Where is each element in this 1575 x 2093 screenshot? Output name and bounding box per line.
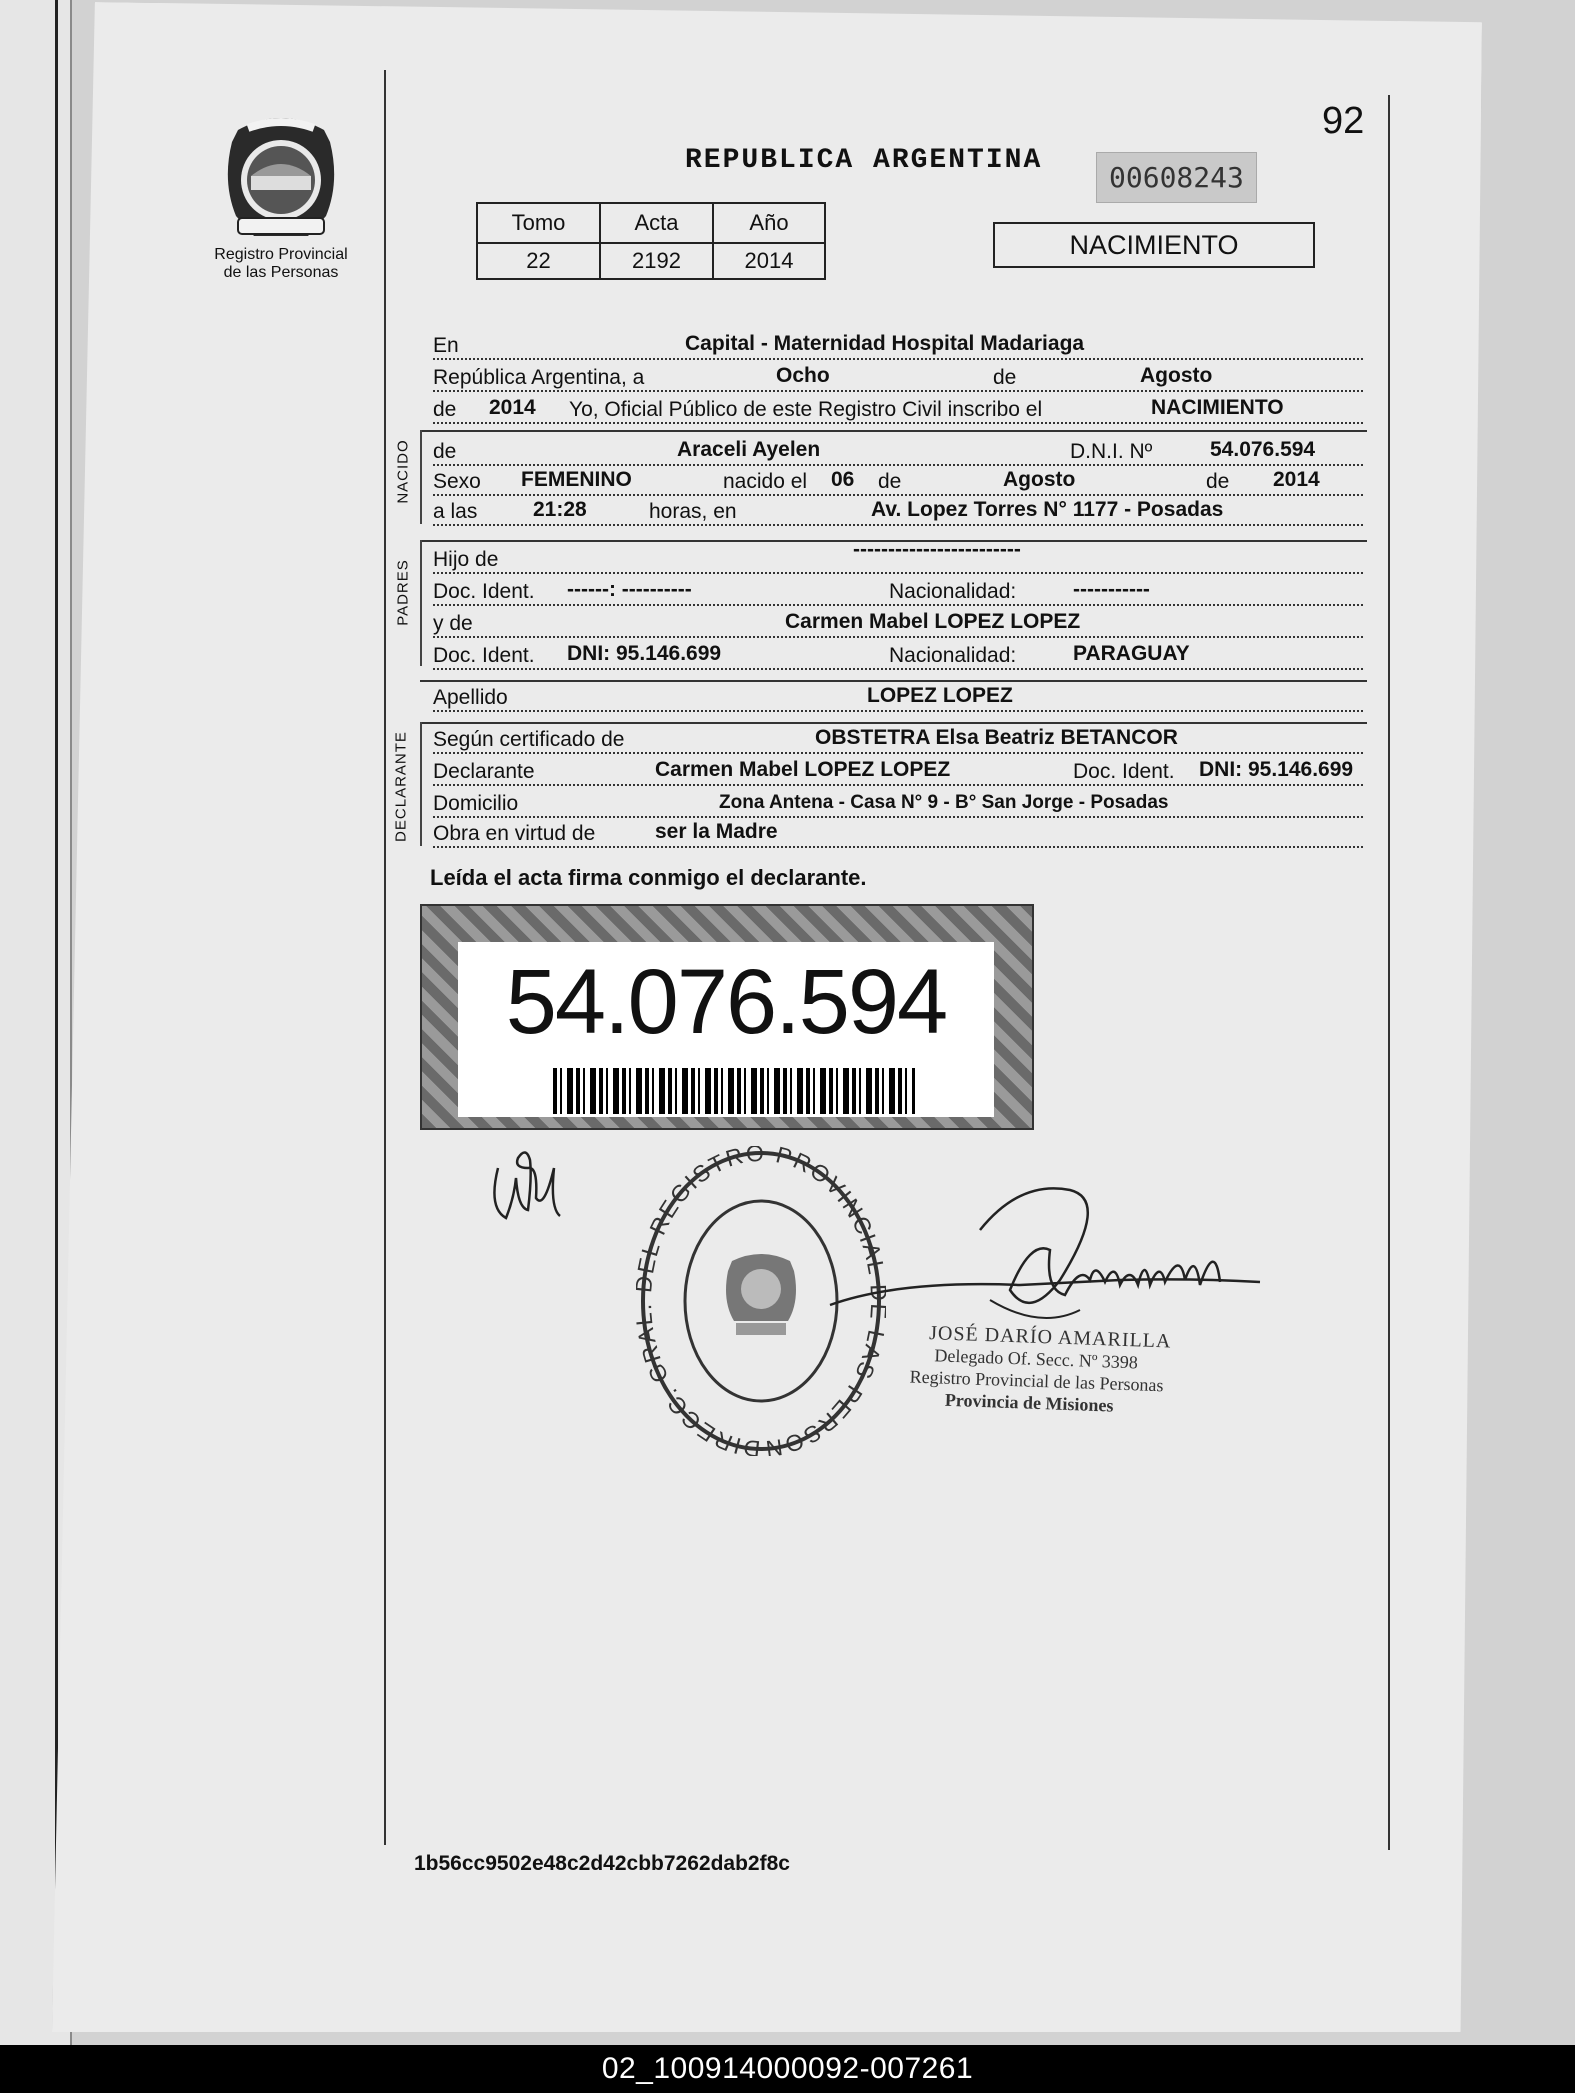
barcode-icon	[553, 1068, 915, 1114]
registry-caption-line1: Registro Provincial	[214, 246, 348, 263]
republic-label: República Argentina, a	[433, 366, 645, 389]
de-label: de	[1206, 470, 1230, 493]
de-label: de	[993, 366, 1017, 389]
padres-row-father	[433, 538, 1363, 576]
birth-address-value: Av. Lopez Torres N° 1177 - Posadas	[871, 498, 1224, 521]
official-name-stamp	[909, 1321, 1172, 1418]
obra-label: Obra en virtud de	[433, 822, 596, 845]
dni-sticker-number: 54.076.594	[505, 951, 947, 1053]
padres-row-father-doc	[433, 578, 1363, 608]
table-header: Acta	[600, 203, 713, 243]
mother-doc-value: DNI: 95.146.699	[567, 642, 722, 665]
declarante-section-label: DECLARANTE	[392, 731, 410, 842]
declarante-row-name	[433, 758, 1363, 788]
padres-row-mother-doc	[433, 642, 1363, 672]
horas-label: horas, en	[649, 500, 737, 523]
de-label: de	[433, 398, 457, 421]
cert-label: Según certificado de	[433, 728, 625, 751]
day-word-value: Ocho	[776, 364, 830, 387]
father-name-value: ------------------------	[853, 538, 1021, 561]
doc-ident-label: Doc. Ident.	[1073, 760, 1175, 783]
nacido-section-label: NACIDO	[394, 439, 412, 504]
table-header: Tomo	[477, 203, 600, 243]
republic-heading: REPUBLICA ARGENTINA	[685, 145, 1043, 176]
nacionalidad-label: Nacionalidad:	[889, 644, 1017, 667]
document-hash: 1b56cc9502e48c2d42cbb7262dab2f8c	[414, 1852, 790, 1875]
intro-row-place	[433, 332, 1363, 362]
sexo-value: FEMENINO	[521, 468, 632, 491]
apellido-row	[433, 684, 1363, 714]
table-cell: 2192	[600, 243, 713, 279]
dni-label: D.N.I. Nº	[1070, 440, 1153, 463]
padres-row-mother	[433, 610, 1363, 640]
official-title: Delegado Of. Secc. Nº 3398	[934, 1345, 1139, 1373]
section-divider	[420, 680, 1367, 682]
section-bracket	[420, 540, 422, 666]
de-label: de	[878, 470, 902, 493]
domicilio-value: Zona Antena - Casa N° 9 - B° San Jorge - Posadas	[719, 792, 1169, 813]
father-doc-value: ------: ----------	[567, 578, 692, 601]
initials-signature	[488, 1138, 568, 1228]
sexo-label: Sexo	[433, 470, 481, 493]
declarante-row-cert	[433, 726, 1363, 756]
statement-text: Yo, Oficial Público de este Registro Civil inscribo el	[569, 398, 1043, 421]
padres-section-label: PADRES	[394, 559, 412, 626]
table-cell: 22	[477, 243, 600, 279]
doc-ident-label: Doc. Ident.	[433, 644, 535, 667]
child-dni-value: 54.076.594	[1210, 438, 1316, 461]
declarante-row-address	[433, 790, 1363, 820]
left-margin-line	[384, 70, 386, 1845]
inscribed-value: NACIMIENTO	[1151, 396, 1284, 419]
birth-year-value: 2014	[1273, 468, 1320, 491]
section-bracket	[420, 722, 422, 846]
child-name-value: Araceli Ayelen	[677, 438, 821, 461]
section-divider	[420, 430, 1367, 432]
nacido-row-time	[433, 498, 1363, 528]
declarante-row-obra	[433, 820, 1363, 850]
birth-time-value: 21:28	[533, 498, 587, 521]
intro-row-date	[433, 364, 1363, 394]
year-value: 2014	[489, 396, 536, 419]
obra-value: ser la Madre	[655, 820, 778, 843]
table-header: Año	[713, 203, 825, 243]
declarante-value: Carmen Mabel LOPEZ LOPEZ	[655, 758, 951, 781]
cert-value: OBSTETRA Elsa Beatriz BETANCOR	[815, 726, 1178, 749]
act-type-box: NACIMIENTO	[993, 222, 1315, 268]
de-label: de	[433, 440, 457, 463]
hijo-label: Hijo de	[433, 548, 499, 571]
footer-id: 02_100914000092-007261	[601, 2052, 974, 2085]
doc-ident-label: Doc. Ident.	[433, 580, 535, 603]
oval-stamp-text: DIRECC. GR L REGISTRO PROVINCIA AS PERSON	[636, 1146, 886, 1456]
serial-number: 00608243	[1096, 152, 1257, 203]
dni-sticker	[420, 904, 1034, 1130]
yde-label: y de	[433, 612, 473, 635]
mother-name-value: Carmen Mabel LOPEZ LOPEZ	[785, 610, 1081, 633]
domicilio-label: Domicilio	[433, 792, 519, 815]
nacido-row-name	[433, 438, 1363, 468]
declarante-doc-value: DNI: 95.146.699	[1199, 758, 1354, 781]
official-signature	[820, 1170, 1270, 1353]
mother-nat-value: PARAGUAY	[1073, 642, 1190, 665]
intro-row-statement	[433, 396, 1363, 426]
birth-day-value: 06	[831, 468, 855, 491]
birth-month-value: Agosto	[1003, 468, 1076, 491]
official-office: Registro Provincial de las Personas	[909, 1366, 1164, 1396]
registry-table	[476, 202, 826, 280]
apellido-label: Apellido	[433, 686, 508, 709]
official-province: Provincia de Misiones	[944, 1389, 1114, 1416]
right-margin-line	[1388, 95, 1390, 1850]
official-name: JOSÉ DARÍO AMARILLA	[928, 1322, 1172, 1353]
registry-caption	[195, 246, 367, 282]
reading-statement: Leída el acta firma conmigo el declarante.	[430, 865, 867, 890]
registry-caption-line2: de las Personas	[223, 264, 339, 281]
month-value: Agosto	[1140, 364, 1213, 387]
table-cell: 2014	[713, 243, 825, 279]
nacionalidad-label: Nacionalidad:	[889, 580, 1017, 603]
en-label: En	[433, 334, 459, 357]
section-divider	[420, 722, 1367, 724]
place-value: Capital - Maternidad Hospital Madariaga	[685, 332, 1085, 355]
nacido-row-sex	[433, 468, 1363, 498]
alas-label: a las	[433, 500, 478, 523]
apellido-value: LOPEZ LOPEZ	[867, 684, 1013, 707]
section-bracket	[420, 430, 422, 524]
misiones-seal-icon	[218, 112, 344, 242]
father-nat-value: -----------	[1073, 578, 1150, 601]
nacido-el-label: nacido el	[723, 470, 808, 493]
declarante-label: Declarante	[433, 760, 535, 783]
page-number: 92	[1322, 100, 1365, 142]
